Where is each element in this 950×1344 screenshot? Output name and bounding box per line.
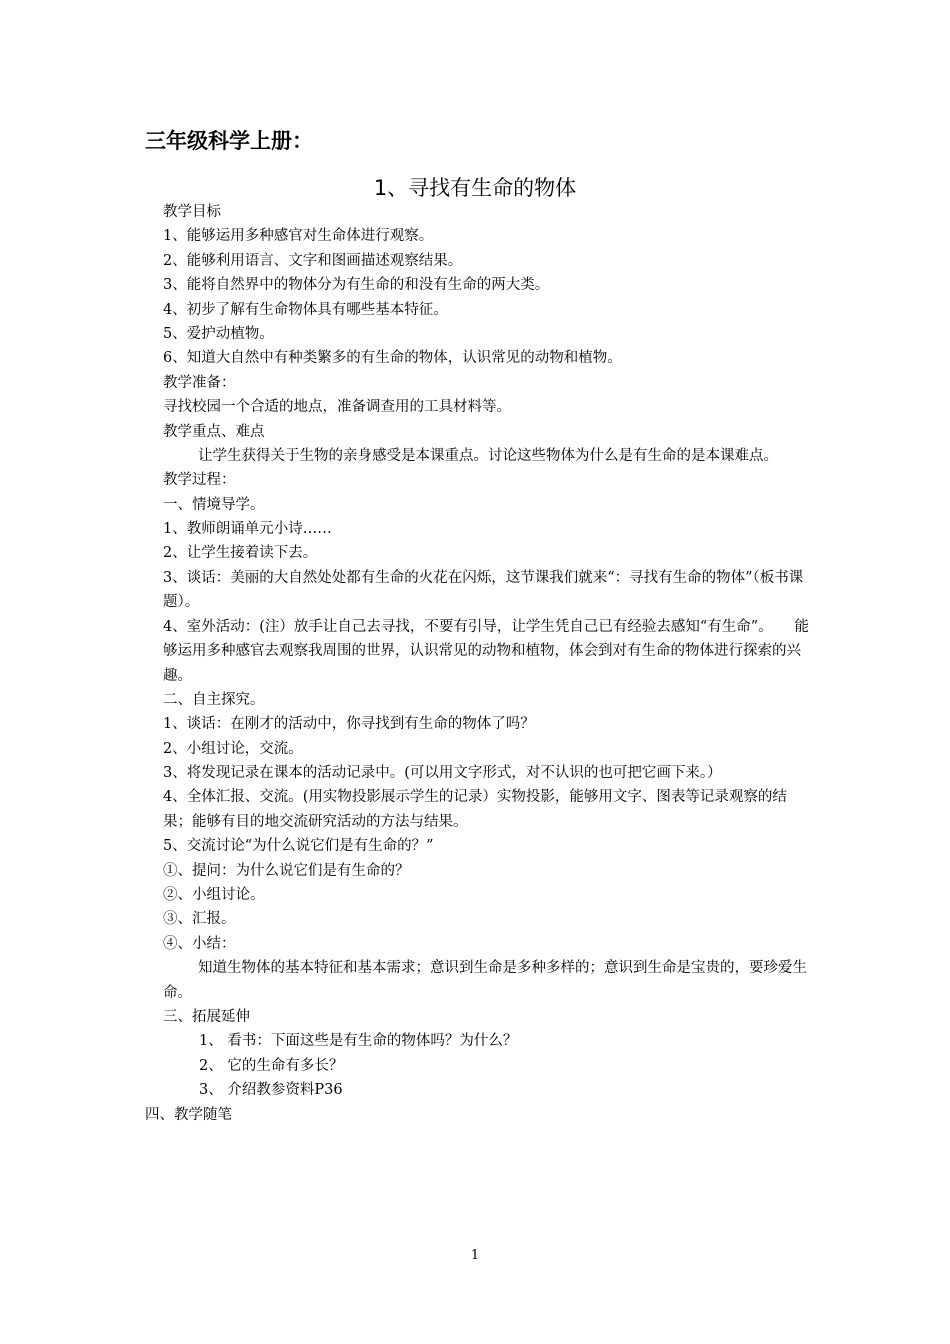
part3-item: 2、 它的生命有多长？ [199, 1057, 344, 1074]
objectives-heading: 教学目标 [163, 204, 221, 220]
part2-item: ③、汇报。 [163, 911, 236, 928]
part1-item: 1、教师朗诵单元小诗‥‥‥ [163, 521, 332, 538]
lesson-body [145, 200, 823, 1127]
page-number: 1 [470, 1248, 480, 1263]
objective-item: 2、能够利用语言、文字和图画描述观察结果。 [163, 252, 463, 269]
part2-item: 2、小组讨论，交流。 [163, 740, 303, 757]
part1-item: 3、谈话：美丽的大自然处处都有生命的火花在闪烁，这节课我们就来“：寻找有生命的物体”（板书课题）。 [163, 569, 804, 611]
part2-item: ④、小结： [163, 935, 236, 952]
part1-item: 4、室外活动：(注）放手让自己去寻找，不要有引导，让学生凭自己已有经验去感知“有生命”。 能够运用多种感官去观察我周围的世界，认识常见的动物和植物，体会到对有生命的物体进行探索的兴趣。 [163, 618, 809, 684]
key-text: 让学生获得关于生物的亲身感受是本课重点。讨论这些物体为什么是有生命的是本课难点。 [198, 447, 778, 464]
book-title: 三年级科学上册： [145, 129, 313, 153]
prep-heading: 教学准备： [163, 374, 236, 391]
part2-item: 3、将发现记录在课本的活动记录中。(可以用文字形式，对不认识的也可把它画下来。） [163, 765, 722, 782]
part1-item: 2、让学生接着读下去。 [163, 545, 318, 562]
objective-item: 6、知道大自然中有种类繁多的有生命的物体，认识常见的动物和植物。 [163, 350, 622, 367]
objective-item: 1、能够运用多种感官对生命体进行观察。 [163, 228, 434, 245]
summary-text: 知道生物体的基本特征和基本需求；意识到生命是多种多样的；意识到生命是宝贵的，要珍爱生命。 [163, 960, 807, 1001]
objective-item: 3、能将自然界中的物体分为有生命的和没有生命的两大类。 [163, 277, 550, 294]
part4-heading: 四、教学随笔 [145, 1106, 232, 1123]
part2-item: ①、提问：为什么说它们是有生命的？ [163, 862, 410, 879]
part1-heading: 一、情境导学。 [163, 496, 265, 513]
part3-item: 3、 介绍教参资料P36 [199, 1082, 343, 1099]
part2-item: 1、谈话：在刚才的活动中，你寻找到有生命的物体了吗？ [163, 716, 535, 733]
part3-heading: 三、拓展延伸 [163, 1009, 250, 1026]
part2-item: 5、交流讨论“为什么说它们是有生命的？” [163, 838, 434, 855]
part2-heading: 二、自主探究。 [163, 691, 265, 708]
part3-item: 1、 看书：下面这些是有生命的物体吗？为什么？ [199, 1033, 518, 1050]
prep-text: 寻找校园一个合适的地点，准备调查用的工具材料等。 [163, 399, 511, 416]
lesson-title: 1、寻找有生命的物体 [373, 176, 577, 200]
objective-item: 5、爱护动植物。 [163, 325, 274, 342]
part2-item: 4、全体汇报、交流。(用实物投影展示学生的记录）实物投影，能够用文字、图表等记录观察的结果；能够有目的地交流研究活动的方法与结果。 [163, 789, 787, 830]
process-heading: 教学过程： [163, 472, 236, 489]
objective-item: 4、初步了解有生命物体具有哪些基本特征。 [163, 301, 448, 318]
part2-item: ②、小组讨论。 [163, 887, 265, 904]
key-heading: 教学重点、难点 [163, 423, 265, 440]
